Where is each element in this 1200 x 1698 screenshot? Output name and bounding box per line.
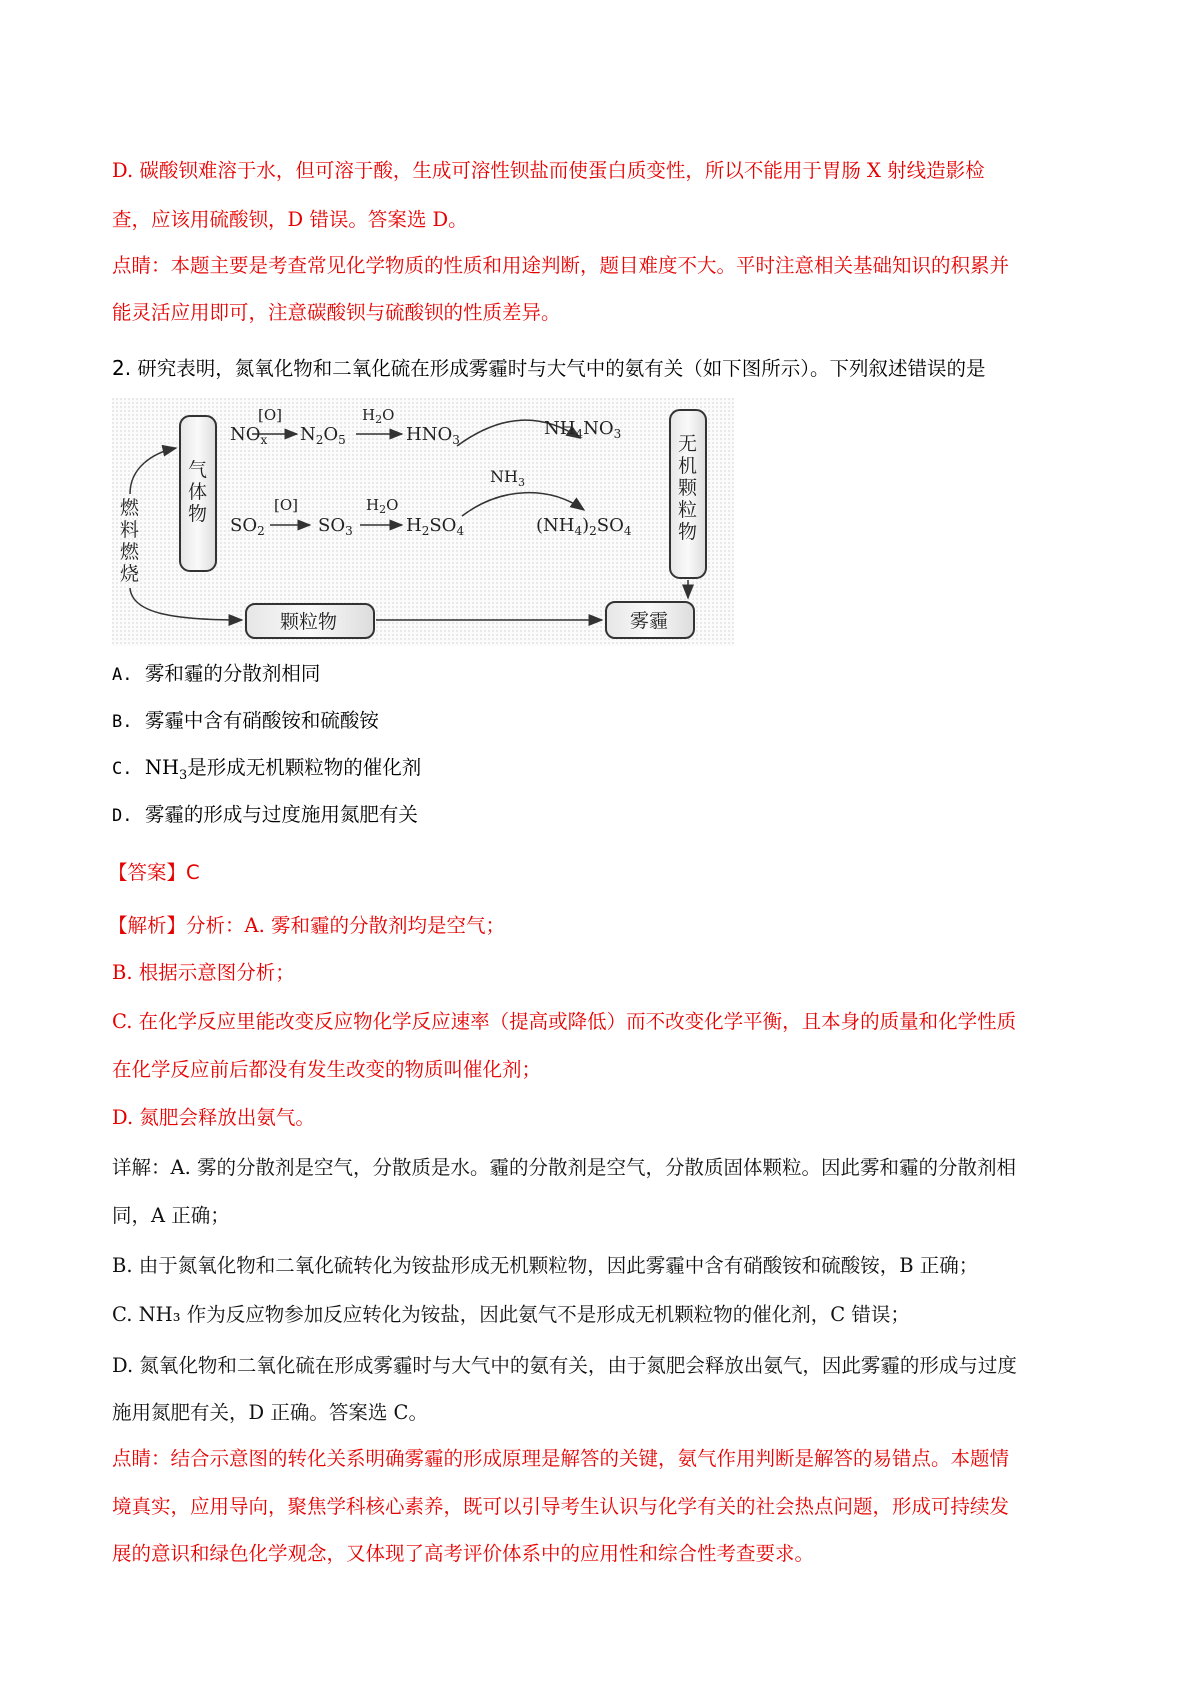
- option-c-formula: $NH_3$: [144, 756, 188, 783]
- svg-text:机: 机: [678, 455, 698, 477]
- svg-text:N2O5: $N_2O_5$: [300, 424, 346, 447]
- svg-text:烧: 烧: [120, 563, 140, 585]
- fuel-combustion-label: [120, 497, 140, 585]
- analysis-line3: C. 在化学反应里能改变反应物化学反应速率（提高或降低）而不改变化学平衡，且本身的质量和化学性质: [112, 1010, 1017, 1033]
- option-b-text: 雾霾中含有硝酸铵和硫酸铵: [144, 709, 379, 732]
- option-b-letter: B.: [112, 712, 133, 732]
- analysis-line5: D. 氮肥会释放出氨气。: [112, 1106, 315, 1129]
- smog-formation-diagram: [112, 398, 734, 646]
- svg-text:SO2: $SO_2$: [230, 515, 265, 538]
- answer-label: 【答案】: [108, 861, 187, 884]
- question-number: 2.: [112, 356, 132, 380]
- detail-line3: B. 由于氮氧化物和二氧化硫转化为铵盐形成无机颗粒物，因此雾霾中含有硝酸铵和硫酸铵，B 正确；: [112, 1254, 979, 1277]
- svg-text:体: 体: [188, 481, 208, 503]
- option-d-text: 雾霾的形成与过度施用氮肥有关: [144, 803, 418, 826]
- option-c: [112, 755, 421, 789]
- inorganic-particles-label: [678, 433, 698, 543]
- svg-text:粒: 粒: [678, 499, 698, 521]
- analysis-label: 【解析】: [108, 914, 187, 937]
- analysis-line1: [108, 913, 505, 939]
- prev-tip-line2: 能灵活应用即可，注意碳酸钡与硫酸钡的性质差异。: [112, 301, 561, 324]
- option-a-letter: A.: [112, 665, 133, 685]
- haze-label: 雾霾: [630, 610, 669, 632]
- option-c-text: 是形成无机颗粒物的催化剂: [187, 756, 422, 779]
- svg-text:料: 料: [120, 519, 140, 541]
- svg-text:无: 无: [678, 433, 698, 455]
- gas-box-label: [188, 459, 207, 525]
- svg-text:燃: 燃: [120, 541, 140, 563]
- particles-label: 颗粒物: [280, 611, 338, 633]
- svg-text:物: 物: [678, 521, 698, 543]
- svg-text:[O]: [O]: [274, 496, 299, 514]
- tip-line3: 展的意识和绿色化学观念，又体现了高考评价体系中的应用性和综合性考查要求。: [112, 1542, 815, 1565]
- option-c-letter: C.: [112, 759, 133, 779]
- tip-line1: 点睛：结合示意图的转化关系明确雾霾的形成原理是解答的关键，氨气作用判断是解答的易错点。本题情: [112, 1447, 1010, 1470]
- svg-text:(NH4)2SO4: $(NH_4)_2SO_4$: [536, 515, 632, 538]
- prev-d-line2: 查，应该用硫酸钡，D 错误。答案选 D。: [112, 208, 468, 231]
- svg-text:H2O: $H_2O$: [366, 496, 399, 516]
- option-a: [112, 661, 320, 688]
- question-text: 研究表明，氮氧化物和二氧化硫在形成雾霾时与大气中的氨有关（如下图所示）。下列叙述错误的是: [137, 357, 986, 380]
- tip-line2: 境真实，应用导向，聚焦学科核心素养，既可以引导考生认识与化学有关的社会热点问题，形成可持续发: [112, 1495, 1010, 1518]
- option-d: [112, 802, 418, 829]
- svg-text:SO3: $SO_3$: [318, 515, 353, 538]
- detail-line1: 详解：A. 雾的分散剂是空气，分散质是水。霾的分散剂是空气，分散质固体颗粒。因此雾和霾的分散剂相: [112, 1156, 1016, 1179]
- svg-text:物: 物: [188, 503, 208, 525]
- analysis-line4: 在化学反应前后都没有发生改变的物质叫催化剂；: [112, 1058, 542, 1081]
- prev-tip-line1: 点睛：本题主要是考查常见化学物质的性质和用途判断，题目难度不大。平时注意相关基础知识的积累并: [112, 254, 1010, 277]
- analysis-line2: B. 根据示意图分析；: [112, 961, 295, 984]
- svg-text:颗: 颗: [678, 477, 698, 499]
- svg-text:燃: 燃: [120, 497, 140, 519]
- answer-value: C: [186, 861, 200, 884]
- svg-text:气: 气: [188, 459, 208, 481]
- nh3-label: $NH_3$: [490, 467, 525, 489]
- svg-text:H2SO4: $H_2SO_4$: [406, 515, 465, 538]
- detail-line6: 施用氮肥有关，D 正确。答案选 C。: [112, 1401, 428, 1424]
- svg-text:[O]: [O]: [258, 406, 283, 424]
- answer-line: [108, 860, 200, 886]
- detail-line2: 同，A 正确；: [112, 1204, 230, 1227]
- option-a-text: 雾和霾的分散剂相同: [144, 662, 321, 685]
- option-b: [112, 708, 379, 735]
- svg-text:NOx: $NO_x$: [230, 424, 268, 447]
- option-d-letter: D.: [112, 806, 133, 826]
- svg-text:H2O: $H_2O$: [362, 406, 395, 426]
- question-stem: [112, 355, 986, 382]
- detail-line4: C. NH₃ 作为反应物参加反应转化为铵盐，因此氨气不是形成无机颗粒物的催化剂，C 错误；: [112, 1303, 910, 1326]
- svg-text:HNO3: $HNO_3$: [406, 424, 460, 447]
- detail-line5: D. 氮氧化物和二氧化硫在形成雾霾时与大气中的氨有关，由于氮肥会释放出氨气，因此雾霾的形成与过度: [112, 1354, 1017, 1377]
- prev-d-line1: D. 碳酸钡难溶于水，但可溶于酸，生成可溶性钡盐而使蛋白质变性，所以不能用于胃肠 X 射线造影检: [112, 159, 985, 182]
- svg-text:NH4NO3: $NH_4NO_3$: [544, 418, 622, 441]
- analysis-text1: 分析：A. 雾和霾的分散剂均是空气；: [186, 914, 505, 937]
